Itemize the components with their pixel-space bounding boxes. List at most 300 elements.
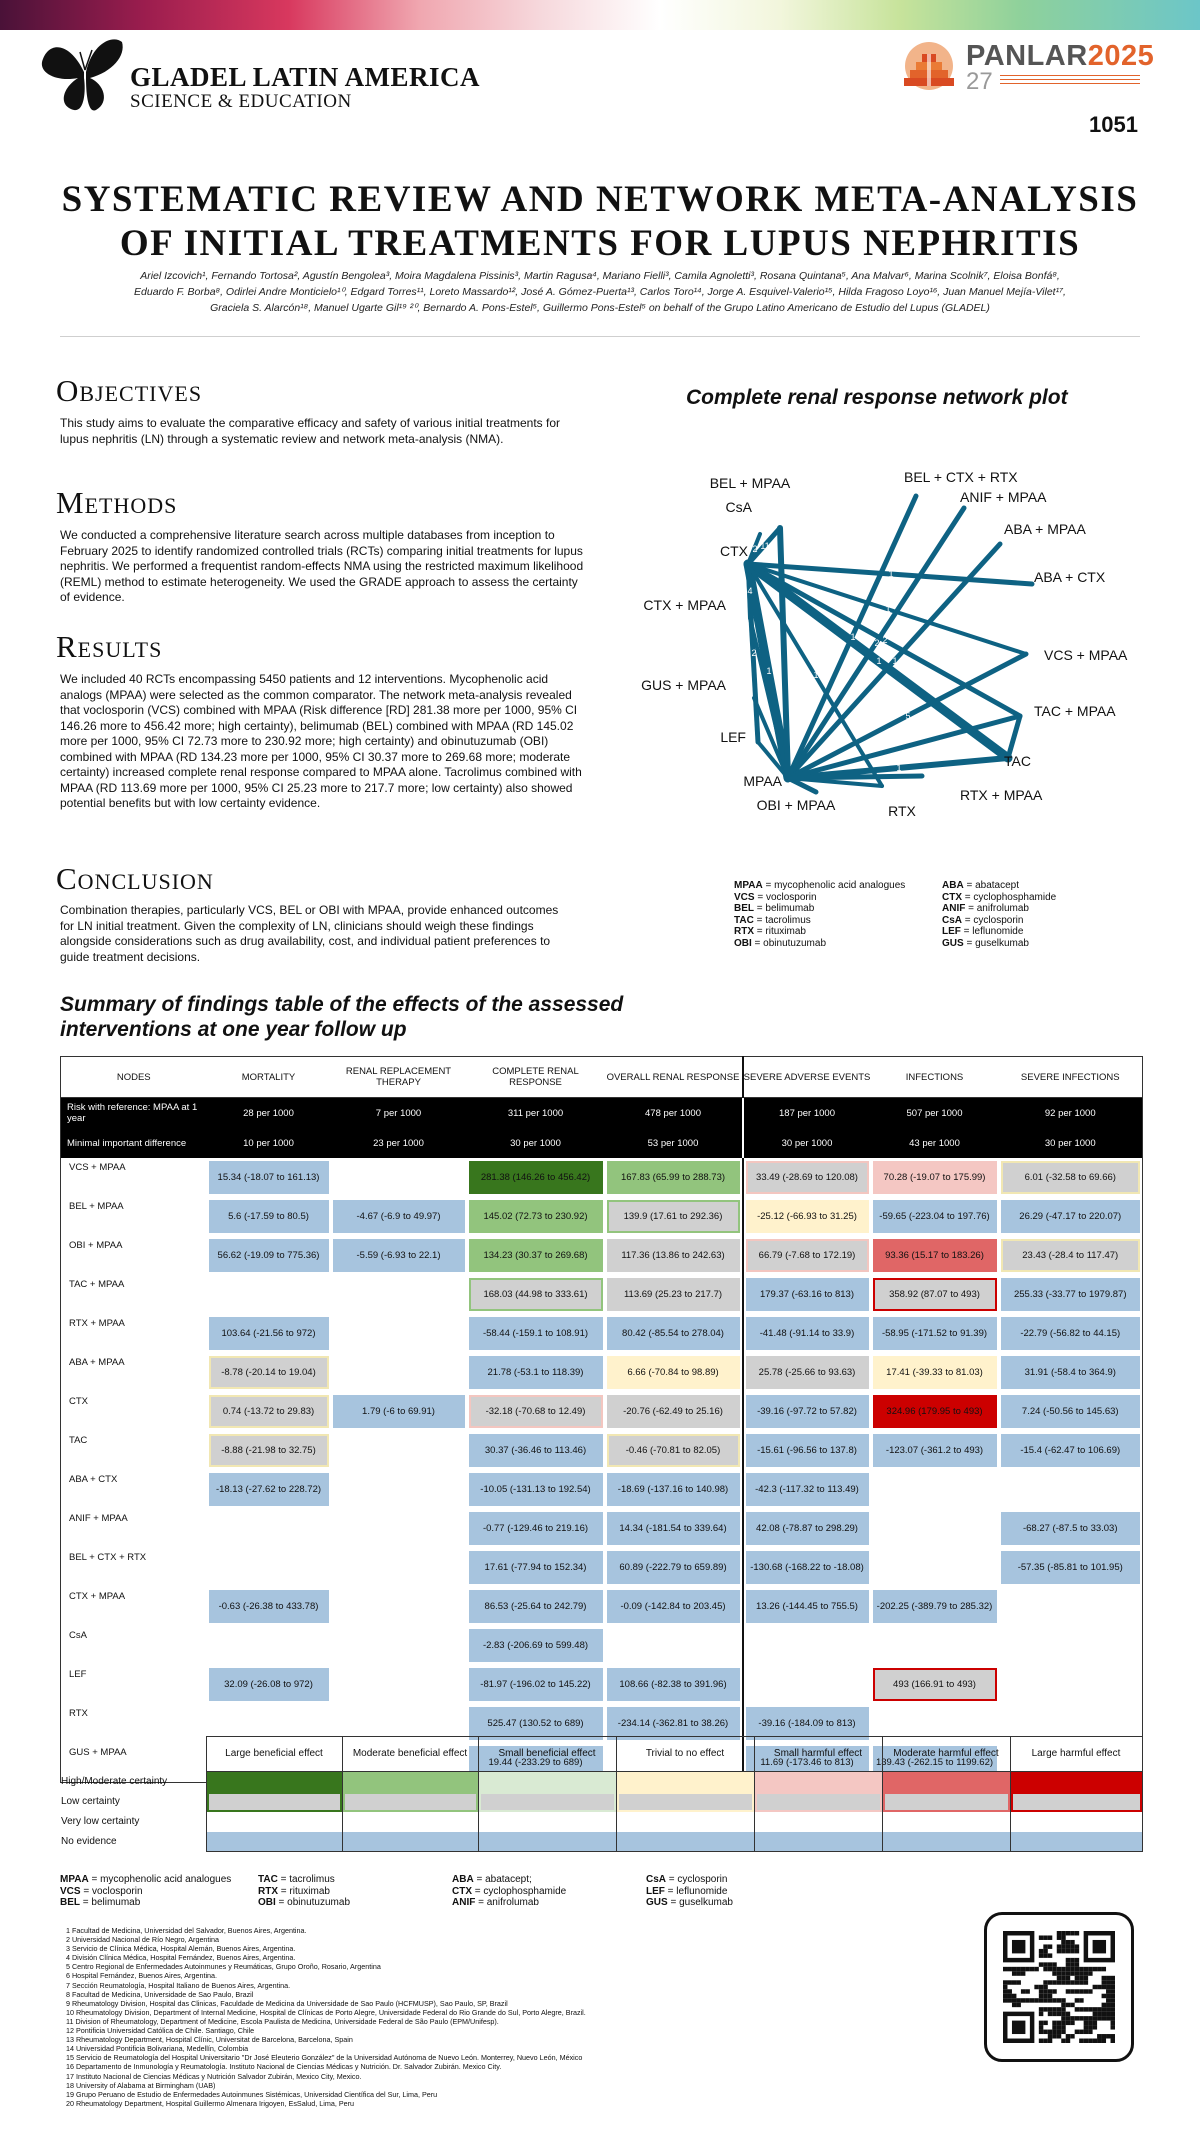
author-list: Ariel Izcovich¹, Fernando Tortosa², Agustín Bengolea³, Moira Magdalena Pissinis³, Martin Ragusa⁴, Mariano Fielli³, Camila Agnoletti³, Rosana Quintana⁵, Ana Malvar⁶, Marina Scolnik⁷, Eloisa Bonfá⁸, Eduardo F. Borba⁸, Odirlei Andre Monticielo¹⁰, Edgard Torres¹¹, Loreto Massardo¹², José A. Gómez-Puerta¹³, Carlos Toro¹⁴, Jorge A. Esquivel-Valerio¹⁵, Hilda Fragoso Loyo¹⁶, Juan Manuel Mejía-Vilet¹⁷, Graciela S. Alarcón¹⁸, Manuel Ugarte Gil¹⁹ ²⁰, Bernardo A. Pons-Estel⁵, Guillermo Pons-Estel⁵ on behalf of the Grupo Latino Americano de Estudio del Lupus (GLADEL) bbox=[134, 270, 1066, 314]
qr-module bbox=[1043, 2030, 1047, 2034]
abbreviation-key: RTX bbox=[734, 926, 754, 937]
footnote-line: 9 Rheumatology Division, Hospital das Clinicas, Faculdade de Medicina da Universidade de Sao Paulo (HCFMUSP), Sao Paulo, SP, Brazil bbox=[66, 1998, 508, 2008]
qr-module bbox=[1111, 2003, 1115, 2007]
abbreviation-value: = abatacept; bbox=[473, 1874, 532, 1885]
network-node-label: RTX bbox=[888, 803, 916, 819]
sof-cell-value: -0.46 (-70.81 to 82.05) bbox=[607, 1434, 740, 1467]
abbreviation-value: = cyclophosphamide bbox=[962, 891, 1057, 903]
abbreviation-value: = voclosporin bbox=[80, 1885, 143, 1897]
qr-module bbox=[1039, 2039, 1043, 2043]
qr-module bbox=[1079, 2039, 1083, 2043]
sof-cell-value: 11.69 (-173.46 to 813) bbox=[746, 1746, 869, 1779]
qr-module bbox=[1012, 1980, 1016, 1984]
network-edge-label: 2 bbox=[751, 648, 757, 658]
qr-module bbox=[1057, 1980, 1061, 1984]
qr-module bbox=[1012, 1998, 1016, 2002]
sof-cell bbox=[207, 1587, 331, 1626]
qr-module bbox=[1016, 1971, 1020, 1975]
sof-cell bbox=[605, 1314, 743, 1353]
sof-baseline-value: 478 per 1000 bbox=[605, 1098, 743, 1129]
network-node-label: CsA bbox=[725, 499, 752, 515]
sof-cell-value: 80.42 (-85.54 to 278.04) bbox=[607, 1317, 740, 1350]
legend-swatch bbox=[1010, 1792, 1142, 1812]
qr-module bbox=[1007, 1967, 1011, 1971]
qr-module bbox=[1034, 1967, 1038, 1971]
sof-cell bbox=[999, 1626, 1143, 1665]
sof-cell-value: 167.83 (65.99 to 288.73) bbox=[607, 1161, 740, 1194]
sof-cell bbox=[467, 1587, 605, 1626]
legend-swatch bbox=[1010, 1772, 1142, 1792]
sof-node-label: OBI + MPAA bbox=[69, 1240, 123, 1251]
abbreviation-entry bbox=[734, 915, 905, 927]
abbreviation-value: = cyclophosphamide bbox=[472, 1885, 567, 1897]
qr-module bbox=[1093, 2016, 1097, 2020]
sof-cell bbox=[871, 1626, 999, 1665]
abbreviation-entry bbox=[734, 926, 905, 938]
qr-module bbox=[1106, 2034, 1110, 2038]
sof-cell bbox=[871, 1392, 999, 1431]
sof-cell-value: 19.44 (-233.29 to 689) bbox=[469, 1746, 603, 1779]
abbreviation-key: CsA bbox=[942, 914, 963, 926]
affiliations-footnotes bbox=[66, 1926, 966, 2108]
sof-cell-value: 281.38 (146.26 to 456.42) bbox=[469, 1161, 603, 1194]
sof-baseline-value: 311 per 1000 bbox=[507, 1107, 564, 1119]
sof-cell-value: 493 (166.91 to 493) bbox=[873, 1668, 997, 1701]
footnote-line: 1 Facultad de Medicina, Universidad del Salvador, Buenos Aires, Argentina. bbox=[66, 1926, 307, 1935]
qr-module bbox=[1048, 2034, 1052, 2038]
qr-module bbox=[1039, 1953, 1043, 1957]
sof-cell bbox=[605, 1353, 743, 1392]
sof-cell bbox=[743, 1509, 871, 1548]
legend-swatch bbox=[478, 1772, 616, 1792]
qr-module bbox=[1057, 1944, 1061, 1948]
qr-module bbox=[1048, 1962, 1052, 1966]
sof-cell-value: 139.43 (-262.15 to 1199.62) bbox=[873, 1746, 997, 1779]
qr-module bbox=[1079, 1980, 1083, 1984]
qr-module bbox=[1007, 1989, 1011, 1993]
qr-module bbox=[1048, 1989, 1052, 1993]
table-row bbox=[61, 1392, 1143, 1431]
sof-node-label: BEL + MPAA bbox=[69, 1201, 124, 1212]
sof-cell-value: -22.79 (-56.82 to 44.15) bbox=[1001, 1317, 1141, 1350]
qr-module bbox=[1025, 1967, 1029, 1971]
sof-cell bbox=[743, 1158, 871, 1197]
sof-cell bbox=[467, 1197, 605, 1236]
qr-module bbox=[1061, 2007, 1065, 2011]
qr-module bbox=[1061, 2030, 1065, 2034]
table-row bbox=[61, 1665, 1143, 1704]
sof-cell bbox=[871, 1158, 999, 1197]
sof-cell bbox=[743, 1626, 871, 1665]
qr-module bbox=[1070, 1962, 1074, 1966]
sof-cell-value: 86.53 (-25.64 to 242.79) bbox=[469, 1590, 603, 1623]
sof-cell-value: -59.65 (-223.04 to 197.76) bbox=[873, 1200, 997, 1233]
sof-baseline-value: 53 per 1000 bbox=[605, 1128, 743, 1158]
abbreviation-value: = cyclosporin bbox=[962, 914, 1024, 926]
qr-module bbox=[1012, 1994, 1016, 1998]
qr-module bbox=[1039, 2021, 1043, 2025]
pyramid-logo-icon bbox=[896, 40, 962, 92]
panlar-congress-number: 27 bbox=[966, 68, 993, 95]
network-abbreviation-column bbox=[942, 880, 1056, 949]
qr-module bbox=[1039, 2030, 1043, 2034]
abbreviation-key: GUS bbox=[646, 1897, 668, 1908]
abbreviation-entry bbox=[258, 1897, 350, 1909]
network-edge bbox=[788, 776, 922, 778]
qr-module bbox=[1111, 1998, 1115, 2002]
abbreviation-key: GUS bbox=[942, 937, 964, 949]
qr-module bbox=[1075, 1980, 1079, 1984]
abbreviation-entry bbox=[452, 1897, 566, 1909]
legend-swatch bbox=[342, 1832, 478, 1852]
qr-module bbox=[1016, 1980, 1020, 1984]
qr-module bbox=[1111, 1994, 1115, 1998]
qr-module bbox=[1075, 1976, 1079, 1980]
legend-swatch bbox=[754, 1772, 882, 1792]
qr-module bbox=[1084, 1971, 1088, 1975]
qr-module bbox=[1052, 2034, 1056, 2038]
qr-module bbox=[1048, 2030, 1052, 2034]
abbreviation-value: = obinutuzumab bbox=[751, 937, 826, 949]
sof-cell bbox=[743, 1236, 871, 1275]
qr-module bbox=[1079, 2007, 1083, 2011]
sof-cell bbox=[743, 1314, 871, 1353]
top-color-band bbox=[0, 0, 1200, 30]
qr-module bbox=[1111, 1989, 1115, 1993]
qr-module bbox=[1043, 1953, 1047, 1957]
network-edge-label: 4 bbox=[747, 586, 753, 596]
network-node-label: RTX + MPAA bbox=[960, 787, 1043, 803]
sof-cell bbox=[207, 1392, 331, 1431]
sof-baseline-value: 507 per 1000 bbox=[906, 1107, 963, 1119]
abbreviation-key: VCS bbox=[60, 1885, 81, 1897]
legend-swatch bbox=[616, 1812, 754, 1832]
table-row bbox=[61, 1509, 1143, 1548]
abbreviation-value: = anifrolumab bbox=[965, 903, 1029, 914]
sof-node-label: CTX + MPAA bbox=[69, 1591, 126, 1602]
sof-cell-value: -4.67 (-6.9 to 49.97) bbox=[333, 1200, 465, 1233]
panlar-year: 2025 bbox=[1087, 40, 1155, 72]
qr-code-icon[interactable] bbox=[1003, 1931, 1115, 2043]
table-row bbox=[61, 1314, 1143, 1353]
sof-cell bbox=[467, 1275, 605, 1314]
org-name: GLADEL LATIN AMERICA bbox=[130, 62, 481, 92]
network-node-label: CTX bbox=[720, 543, 748, 559]
legend-swatch bbox=[478, 1832, 616, 1852]
color-legend bbox=[60, 1736, 1142, 1852]
qr-module bbox=[1066, 2016, 1070, 2020]
sof-cell bbox=[743, 1275, 871, 1314]
sof-node-label: VCS + MPAA bbox=[69, 1162, 126, 1173]
sof-cell bbox=[467, 1158, 605, 1197]
sof-cell-value: -130.68 (-168.22 to -18.08) bbox=[746, 1551, 869, 1584]
qr-module bbox=[1102, 1985, 1106, 1989]
qr-module bbox=[1106, 1976, 1110, 1980]
sof-cell bbox=[467, 1353, 605, 1392]
sof-cell bbox=[999, 1353, 1143, 1392]
qr-module bbox=[1061, 1940, 1065, 1944]
sof-cell-value: -39.16 (-184.09 to 813) bbox=[746, 1707, 869, 1740]
abbreviation-key: LEF bbox=[942, 926, 961, 937]
abbreviation-value: = leflunomide bbox=[664, 1885, 728, 1897]
sof-cell bbox=[999, 1548, 1143, 1587]
qr-module bbox=[1039, 1998, 1043, 2002]
qr-module bbox=[1016, 1998, 1020, 2002]
abbreviation-entry bbox=[258, 1874, 350, 1886]
sof-cell-value: 25.78 (-25.66 to 93.63) bbox=[746, 1356, 869, 1389]
abbreviation-key: RTX bbox=[258, 1885, 278, 1897]
qr-module bbox=[1003, 1998, 1007, 2002]
sof-risk-row bbox=[61, 1098, 1143, 1129]
qr-module bbox=[1030, 1967, 1034, 1971]
sof-cell bbox=[605, 1392, 743, 1431]
footnote-line: 14 Universidad Pontificia Bolivariana, Medellín, Colombia bbox=[66, 2044, 249, 2054]
abbreviation-entry bbox=[60, 1874, 231, 1886]
sof-cell-value: 30.37 (-36.46 to 113.46) bbox=[469, 1434, 603, 1467]
sof-cell bbox=[999, 1509, 1143, 1548]
qr-module bbox=[1097, 2016, 1101, 2020]
sof-cell-value: -32.18 (-70.68 to 12.49) bbox=[469, 1395, 603, 1428]
qr-module bbox=[1075, 1944, 1079, 1948]
abbreviation-value: = guselkumab bbox=[667, 1897, 733, 1908]
table-row bbox=[61, 1626, 1143, 1665]
legend-swatch bbox=[616, 1832, 754, 1852]
sof-cell-value: 26.29 (-47.17 to 220.07) bbox=[1001, 1200, 1141, 1233]
legend-category: Small beneficial effect bbox=[478, 1737, 616, 1772]
abbreviation-key: LEF bbox=[646, 1885, 665, 1897]
sof-cell bbox=[743, 1548, 871, 1587]
bottom-abbreviation-column-4 bbox=[646, 1874, 733, 1909]
qr-module bbox=[1057, 2030, 1061, 2034]
abbreviation-value: = obinutuzumab bbox=[275, 1897, 350, 1908]
sof-cell bbox=[743, 1431, 871, 1470]
legend-swatch bbox=[616, 1772, 754, 1792]
sof-cell-value: 33.49 (-28.69 to 120.08) bbox=[746, 1161, 869, 1194]
legend-row-label: No evidence bbox=[61, 1836, 117, 1847]
sof-cell-value: -15.4 (-62.47 to 106.69) bbox=[1001, 1434, 1141, 1467]
sof-cell-value: 134.23 (30.37 to 269.68) bbox=[469, 1239, 603, 1272]
abbreviation-entry bbox=[734, 903, 905, 915]
qr-module bbox=[1034, 1998, 1038, 2002]
abbreviation-key: CTX bbox=[942, 891, 962, 903]
sof-cell bbox=[605, 1470, 743, 1509]
sof-cell-value: -42.3 (-117.32 to 113.49) bbox=[746, 1473, 869, 1506]
sof-node-label: ABA + CTX bbox=[69, 1474, 118, 1485]
sof-cell bbox=[207, 1665, 331, 1704]
sof-node-label: RTX bbox=[69, 1708, 88, 1719]
qr-module bbox=[1111, 2016, 1115, 2020]
qr-module bbox=[1111, 2034, 1115, 2038]
abbreviation-key: ANIF bbox=[942, 903, 966, 914]
sof-node-label: RTX + MPAA bbox=[69, 1318, 125, 1329]
table-row bbox=[61, 1236, 1143, 1275]
qr-module bbox=[1093, 2021, 1097, 2025]
abbreviation-value: = mycophenolic acid analogues bbox=[762, 880, 906, 891]
qr-module bbox=[1048, 1935, 1052, 1939]
qr-module bbox=[1093, 1967, 1097, 1971]
qr-module bbox=[1084, 2021, 1088, 2025]
sof-cell-value: 113.69 (25.23 to 217.7) bbox=[607, 1278, 740, 1311]
qr-module bbox=[1052, 1998, 1056, 2002]
abbreviation-key: BEL bbox=[734, 903, 754, 914]
sof-cell-value: -57.35 (-85.81 to 101.95) bbox=[1001, 1551, 1141, 1584]
footnote-line: 6 Hospital Fernández, Buenos Aires, Argentina. bbox=[66, 1971, 218, 1981]
qr-module bbox=[1079, 2016, 1083, 2020]
qr-module bbox=[1048, 1980, 1052, 1984]
qr-module bbox=[1043, 2039, 1047, 2043]
sof-cell-value: -18.69 (-137.16 to 140.98) bbox=[607, 1473, 740, 1506]
sof-column-header: OVERALL RENAL RESPONSE bbox=[605, 1057, 743, 1098]
abbreviation-key: MPAA bbox=[734, 880, 763, 891]
sof-cell bbox=[999, 1470, 1143, 1509]
qr-module bbox=[1106, 1980, 1110, 1984]
legend-row bbox=[60, 1792, 1142, 1812]
poster-number: 1051 bbox=[1089, 112, 1138, 137]
sof-cell-value: 13.26 (-144.45 to 755.5) bbox=[746, 1590, 869, 1623]
qr-module bbox=[1093, 2039, 1097, 2043]
footnote-line: 19 Grupo Peruano de Estudio de Enfermedades Autoinmunes Sistémicas, Universidad Científica del Sur, Lima, Peru bbox=[66, 2089, 438, 2099]
sof-cell-value: -20.76 (-62.49 to 25.16) bbox=[607, 1395, 740, 1428]
qr-module bbox=[1012, 1967, 1016, 1971]
qr-module bbox=[1007, 1980, 1011, 1984]
network-node-label: BEL + MPAA bbox=[709, 475, 791, 491]
qr-module bbox=[1066, 1989, 1070, 1993]
abbreviation-key: OBI bbox=[734, 937, 752, 949]
sof-cell bbox=[331, 1626, 467, 1665]
qr-module bbox=[1061, 2021, 1065, 2025]
qr-module bbox=[1066, 1931, 1070, 1935]
qr-module bbox=[1061, 1935, 1065, 1939]
qr-module bbox=[1106, 2016, 1110, 2020]
qr-module bbox=[1066, 2012, 1070, 2016]
qr-module bbox=[1075, 2007, 1079, 2011]
qr-module bbox=[1057, 1976, 1061, 1980]
qr-module bbox=[1075, 1998, 1079, 2002]
legend-swatch bbox=[754, 1792, 882, 1812]
qr-module bbox=[1048, 1967, 1052, 1971]
conclusion-heading: Conclusion bbox=[56, 861, 214, 896]
sof-column-header: SEVERE ADVERSE EVENTS bbox=[743, 1057, 871, 1098]
qr-module bbox=[1021, 1998, 1025, 2002]
qr-module bbox=[1021, 1989, 1025, 1993]
footnote-line: 15 Servicio de Reumatología del Hospital Universitario "Dr José Eleuterio González" de la Universidad Autónoma de Nuevo León. Monterrey, Nuevo León, México bbox=[66, 2053, 583, 2063]
sof-cell-value: -58.44 (-159.1 to 108.91) bbox=[469, 1317, 603, 1350]
qr-code-frame[interactable] bbox=[984, 1912, 1134, 2062]
abbreviation-entry bbox=[258, 1886, 350, 1898]
qr-module bbox=[1111, 1980, 1115, 1984]
sof-cell-value: 17.61 (-77.94 to 152.34) bbox=[469, 1551, 603, 1584]
qr-module bbox=[1061, 2003, 1065, 2007]
qr-module bbox=[1084, 2007, 1088, 2011]
qr-module bbox=[1039, 1962, 1043, 1966]
qr-module bbox=[1088, 1967, 1092, 1971]
sof-cell-value: -2.83 (-206.69 to 599.48) bbox=[469, 1629, 603, 1662]
qr-module bbox=[1066, 1949, 1070, 1953]
footnote-line: 10 Rheumatology Division, Department of Internal Medicine, Hospital de Clínicas de Porto Alegre, Universidade Federal do Rio Grande do Sul, Porto Alegre, Brazil. bbox=[66, 2007, 586, 2017]
abbreviation-entry bbox=[734, 938, 905, 950]
legend-row-label: Low certainty bbox=[61, 1796, 120, 1807]
methods-text: We conducted a comprehensive literature search across multiple databases from inception to February 2025 to identify randomized controlled trials (RCTs) comparing initial treatments for lupus nephritis. We performed a frequentist random-effects NMA using the restricted maximum likelihood (REML) method to estimate heterogeneity. We used the GRADE approach to assess the certainty of evidence. bbox=[60, 528, 584, 604]
sof-cell bbox=[871, 1587, 999, 1626]
legend-swatch bbox=[616, 1792, 754, 1812]
sof-baseline-value: 43 per 1000 bbox=[909, 1137, 960, 1149]
abbreviation-key: MPAA bbox=[60, 1874, 89, 1885]
qr-module bbox=[1070, 1944, 1074, 1948]
qr-module bbox=[1057, 1998, 1061, 2002]
qr-module bbox=[1070, 1989, 1074, 1993]
footnote-line: 12 Pontificia Universidad Católica de Chile. Santiago, Chile bbox=[66, 2026, 255, 2036]
legend-swatch bbox=[206, 1832, 342, 1852]
sof-cell bbox=[999, 1158, 1143, 1197]
sof-cell bbox=[207, 1431, 331, 1470]
sof-cell bbox=[871, 1353, 999, 1392]
sof-cell bbox=[331, 1197, 467, 1236]
sof-baseline-value: 187 per 1000 bbox=[779, 1107, 835, 1119]
legend-spacer bbox=[60, 1737, 206, 1772]
sof-cell-value: 31.91 (-58.4 to 364.9) bbox=[1001, 1356, 1141, 1389]
sof-cell bbox=[467, 1431, 605, 1470]
qr-module bbox=[1048, 2012, 1052, 2016]
qr-module bbox=[1088, 2016, 1092, 2020]
qr-module bbox=[1079, 1971, 1083, 1975]
sof-cell bbox=[331, 1548, 467, 1587]
qr-module bbox=[1007, 1994, 1011, 1998]
legend-header-row bbox=[60, 1737, 1142, 1772]
abbreviation-value: = voclosporin bbox=[754, 891, 817, 903]
sof-cell bbox=[207, 1626, 331, 1665]
qr-module bbox=[1061, 1976, 1065, 1980]
network-abbreviation-column bbox=[734, 880, 905, 949]
qr-module bbox=[1057, 1935, 1061, 1939]
sof-cell-value: -5.59 (-6.93 to 22.1) bbox=[333, 1239, 465, 1272]
sof-cell-value: 145.02 (72.73 to 230.92) bbox=[469, 1200, 603, 1233]
qr-module bbox=[1048, 1994, 1052, 1998]
footnote-line: 11 Division of Rheumatology, Department of Medicine, Escola Paulista de Medicina, Universidade Federal de São Paulo (EPM/Unifesp). bbox=[66, 2016, 499, 2026]
legend-swatch bbox=[882, 1832, 1010, 1852]
legend-swatch bbox=[478, 1792, 616, 1812]
abbreviation-key: CsA bbox=[646, 1874, 667, 1885]
sof-cell bbox=[999, 1392, 1143, 1431]
objectives-text: This study aims to evaluate the comparative efficacy and safety of various initial treatments for lupus nephritis (LN) through a systematic review and network meta-analysis (NMA). bbox=[60, 416, 561, 446]
sof-cell-value: -39.16 (-97.72 to 57.82) bbox=[746, 1395, 869, 1428]
sof-cell bbox=[605, 1197, 743, 1236]
network-edge-label: 1 bbox=[766, 666, 772, 676]
sof-baseline-value: 30 per 1000 bbox=[510, 1137, 561, 1149]
network-node-label: OBI + MPAA bbox=[756, 797, 836, 813]
sof-baseline-value: 30 per 1000 bbox=[781, 1137, 833, 1149]
legend-category: Moderate harmful effect bbox=[882, 1737, 1010, 1772]
panlar-logo-text bbox=[966, 40, 1154, 73]
sof-cell-value: 139.9 (17.61 to 292.36) bbox=[607, 1200, 740, 1233]
sof-cell-value: 6.01 (-32.58 to 69.66) bbox=[1001, 1161, 1141, 1194]
sof-cell-value: 358.92 (87.07 to 493) bbox=[873, 1278, 997, 1311]
abbreviation-value: = tacrolimus bbox=[277, 1874, 335, 1885]
sof-node-label: CsA bbox=[69, 1630, 87, 1641]
qr-module bbox=[1097, 2007, 1101, 2011]
sof-table-title: Summary of findings table of the effects of the assessed interventions at one year follow up bbox=[60, 993, 624, 1041]
abbreviation-value: = mycophenolic acid analogues bbox=[88, 1874, 232, 1885]
results-text: We included 40 RCTs encompassing 5450 patients and 12 interventions. Mycophenolic acid analogs (MPAA) were selected as the common comparator. The network meta-analysis revealed that voclosporin (VCS) combined with MPAA (Risk difference [RD] 281.38 more per 1000, 95% CI 146.26 more to 456.42 more; high certainty), belimumab (BEL) combined with MPAA (RD 145.02 more per 1000, 95% CI 72.73 more to 230.92 more; high certainty) and obinutuzumab (OBI) combined with MPAA (RD 134.23 more per 1000, 95% CI 30.37 more to 269.68 more; moderate certainty) increased complete renal response compared to MPAA alone. Tacrolimus combined with MPAA (RD 113.69 more per 1000, 95% CI 25.23 more to 217.7 more; low certainty) also showed potential benefits but with low certainty evidence. bbox=[60, 672, 582, 810]
sof-cell-value: 255.33 (-33.77 to 1979.87) bbox=[1001, 1278, 1141, 1311]
qr-module bbox=[1075, 1967, 1079, 1971]
qr-module bbox=[1106, 2012, 1110, 2016]
abbreviation-entry bbox=[734, 892, 905, 904]
network-node-label: ABA + MPAA bbox=[1004, 521, 1086, 537]
table-row bbox=[61, 1158, 1143, 1197]
sof-cell-value: 70.28 (-19.07 to 175.99) bbox=[873, 1161, 997, 1194]
footnote-line: 18 University of Alabama at Birmingham (UAB) bbox=[66, 2080, 216, 2090]
sof-cell-value: -18.13 (-27.62 to 228.72) bbox=[209, 1473, 329, 1506]
